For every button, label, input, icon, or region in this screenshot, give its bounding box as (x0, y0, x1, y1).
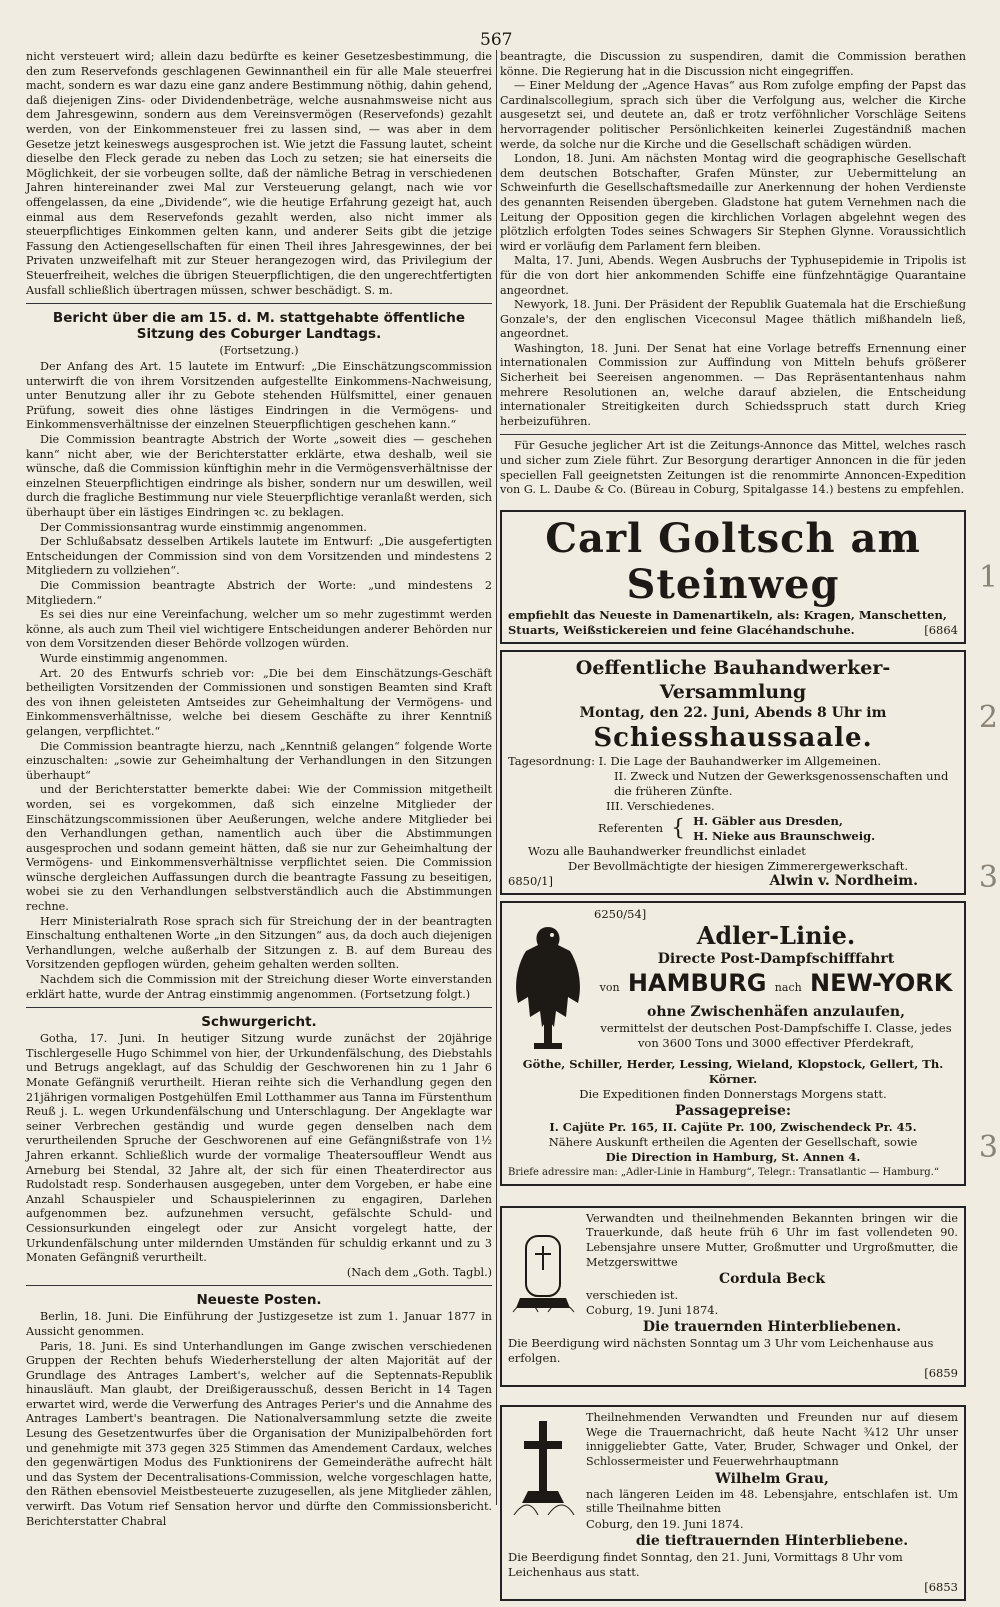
news-paragraph: — Einer Meldung der „Agence Havas“ aus Rom zufolge empfing der Papst das Cardinalscollegium, sprach sich über die Verfolgung aus, welcher die Kirche ausgesetzt sei, und deutete an, daß er trotz verföhnlicher Vorschläge Seitens hervorragender politischer Persönlichkeiten keinerlei Zugeständniß machen werde, da solche nur die Kirche und die Gesellschaft schädigen würden. (500, 79, 966, 151)
death-notice-text: Verwandten und theilnehmenden Bekannten bringen wir die Trauerkunde, daß heute früh 6 Uhr im fast vollendeten 90. Lebensjahre unsere Mutter, Großmutter und Urgroßmutter, die Metzgerswittwe (586, 1211, 958, 1269)
margin-pencil-mark: 1 (978, 560, 998, 595)
goltsch-ad (500, 510, 966, 644)
bericht-paragraph: und der Berichterstatter bemerkte dabei: Wie der Commission mitgetheilt worden, sei es vorgekommen, daß sich einzelne Mitglieder der Einschätzungscommissionen über Aeußerungen, welche andere Mitglieder bei den Verhandlungen gethan, namentlich auch über die Abstimmungen ausgesprochen und sodann gemeint hätten, daß sie nur zur Geheimhaltung der Vermögens- und Einkommensverhältnisse verpflichtet seien. Die Commission wünsche dergleichen Auffassungen durch die beantragte Fassung zu beseitigen, wobei sie zu den Verhandlungen selbstverständlich auch die Abstimmungen rechne. (26, 783, 492, 914)
bauhandwerker-title: Oeffentliche Bauhandwerker-Versammlung (575, 656, 891, 703)
death-notice-date: Coburg, 19. Juni 1874. (586, 1303, 719, 1318)
section-rule (500, 434, 966, 435)
news-paragraph: London, 18. Juni. Am nächsten Montag wird die geographische Gesellschaft dem deutschen Botschafter, Grafen Münster, zur Uebermittelung an Schweinfurth die Gesellschaftsmedaille zur Anerkennung der hohen Verdienste des genannten Reisenden übergeben. Gladstone hat gutem Vernehmen nach die Leitung der Opposition gegen die kirchlichen Vorlagen abgelehnt wegen des plötzlich erfolgten Todes seines Schwagers Sir Stephen Glynne. Voraussichtlich wird er vorläufig dem Parlament fern bleiben. (500, 152, 966, 253)
news-paragraph: Newyork, 18. Juni. Der Präsident der Republik Guatemala hat die Erschießung Gonzale's, der den englischen Viceconsul Magee thätlich mißhandeln ließ, angeordnet. (500, 298, 966, 341)
bericht-paragraph: Wurde einstimmig angenommen. (40, 651, 228, 665)
funeral-info: Die Beerdigung findet Sonntag, den 21. Juni, Vormittags 8 Uhr vom Leichenhaus aus statt. (508, 1549, 903, 1579)
bericht-paragraph: Die Commission beantragte Abstrich der Worte: „und mindestens 2 Mitgliedern.“ (26, 579, 492, 607)
adler-subtitle: Directe Post-Dampfschifffahrt (657, 950, 895, 967)
news-paragraph: beantragte, die Discussion zu suspendiren, damit die Commission berathen könne. Die Regierung hat in die Discussion nicht eingegriffen. (500, 50, 966, 78)
zeitungs-annonce-ad: Für Gesuche jeglicher Art ist die Zeitungs-Annonce das Mittel, welches rasch und sicher zum Ziele führt. Zur Besorgung derartiger Annoncen in die für jeden speciellen Fall geeignetsten Zeitungen ist die renommirte Annoncen-Expedition von G. L. Daube & Co. (Büreau in Coburg, Spitalgasse 14.) bestens zu empfehlen. (500, 439, 966, 497)
news-paragraph: Washington, 18. Juni. Der Senat hat eine Vorlage betreffs Ernennung einer internationalen Commission zur Auffindung von Mitteln behufs größerer Sicherheit bei Seereisen angenommen. — Das Repräsentantenhaus nahm mehrere Resolutionen an, welche darauf abzielen, die Entscheidung internationaler Streitigkeiten durch Schiedsspruch statt durch Krieg herbeizuführen. (500, 341, 966, 428)
goltsch-line: Stuarts, Weißstickereien und feine Glacéhandschuhe. (508, 622, 855, 637)
news-paragraph: Malta, 17. Juni, Abends. Wegen Ausbruchs der Typhusepidemie in Tripolis ist für die von dort hier ankommenden Schiffe eine fünfzehntägige Quarantaine angeordnet. (500, 254, 966, 297)
bauhandwerker-footer (508, 874, 958, 889)
adler-letters: Briefe adressire man: „Adler-Linie in Hamburg“, Telegr.: Transatlantic — Hamburg.“ (508, 1166, 939, 1178)
left-column (26, 50, 492, 1529)
bericht-heading: Bericht über die am 15. d. M. stattgehabte öffentliche Sitzung des Coburger Landtags. (52, 310, 466, 343)
adler-line: vermittelst der deutschen Post-Dampfschiffe I. Classe, jedes von 3600 Tons und 3000 effectiver Pferdekraft, (600, 1020, 952, 1050)
bericht-paragraph: Herr Ministerialrath Rose sprach sich für Streichung der in der beantragten Einschaltung enthaltenen Worte „in den Sitzungen“ aus, da doch auch diejenigen Verhandlungen, welche außerhalb der Sitzungen z. B. auf dem Bureau des Vorsitzenden gepflogen würden, geheim gehalten werden sollten. (26, 914, 492, 972)
posten-paragraph: Paris, 18. Juni. Es sind Unterhandlungen im Gange zwischen verschiedenen Gruppen der Rechten behufs Wiederherstellung der alten Majorität auf der Grundlage des Antrages Lambert's, welcher auf die Septennats-Republik hinausläuft. Man glaubt, der Dreißigerausschuß, dessen Bericht in 14 Tagen erwartet wird, werde die Verwerfung des Antrages Perier's und die Annahme des Antrages Lambert's beantragen. Die Nationalversammlung setzte die zweite Lesung des Gesetzentwurfes über die Organisation der Munizipalbehörden fort und genehmigte mit 373 gegen 325 Stimmen das Amendement Cardaux, welches den gegenwärtigen Modus des Funktionirens der Gemeinderäthe aufrecht hält und das System der Decentralisations-Commission, welche vorgeschlagen hatte, den Räthen ebensoviel Meistbesteuerte zuzugesellen, als jene Mitglieder zählen, verwirft. Das Votum rief Sensation hervor und dürfte den Commissionsbericht. Berichterstatter Chabral (26, 1339, 492, 1528)
gravestone-icon (508, 1212, 578, 1322)
speaker: H. Gäbler aus Dresden, (693, 813, 843, 828)
eagle-icon (508, 907, 588, 1057)
deceased-name: Wilhelm Grau, (715, 1470, 829, 1487)
speakers-block (508, 814, 958, 844)
right-column (500, 50, 966, 1607)
agenda-item: Tagesordnung: I. Die Lage der Bauhandwerker im Allgemeinen. (508, 753, 881, 768)
route-origin: HAMBURG (627, 968, 767, 997)
bericht-paragraph: Die Commission beantragte hierzu, nach „Kenntniß gelangen“ folgende Worte einzuschalten: „sowie zur Geheimhaltung der Verhandlungen in den Sitzungen überhaupt“ (26, 739, 492, 782)
adler-info: Nähere Auskunft ertheilen die Agenten der Gesellschaft, sowie (548, 1134, 918, 1149)
schwurgericht-source: (Nach dem „Goth. Tagbl.) (346, 1265, 492, 1279)
death-notice-signers: die tieftrauernden Hinterbliebene. (635, 1532, 909, 1549)
bericht-paragraph: Der Schlußabsatz desselben Artikels lautete im Entwurf: „Die ausgefertigten Entscheidungen der Commission sind von dem Vorsitzenden und mindestens 2 Mitgliedern zu vollziehen“. (26, 535, 492, 578)
intro-paragraph: nicht versteuert wird; allein dazu bedürfte es keiner Gesetzesbestimmung, die den zum Reservefonds geschlagenen Gewinnantheil ein für alle Male steuerfrei macht, sondern es war dazu eine ganz andere Bestimmung nöthig, dahin gehend, daß diejenigen Zins- oder Dividendenbeträge, welche ausnahmsweise nicht aus dem Jahresgewinn, sondern aus dem Vereinsvermögen (Reservefonds) gezahlt werden, von der Einkommensteuer frei zu lassen sind, — was aber in dem Gesetze jetzt keineswegs ausgesprochen ist. Wie jetzt die Fassung lautet, scheint dieselbe den Fleck gerade zu neben das Loch zu setzen; sie hat einerseits die Möglichkeit, der sie vorbeugen sollte, daß der nämliche Betrag in verschiedenen Jahren hintereinander zwei Mal zur Versteuerung gelangt, nach wie vor offengelassen, da eine „Dividende“, wie die heutige Erfahrung gezeigt hat, auch einmal aus dem Reservefonds gezahlt werden, also nicht immer als steuerpflichtiges Einkommen gelten kann, und anderer Seits gibt die jetzige Fassung den Actiengesellschaften für einen Theil ihres Jahresgewinnes, der bei Privaten unzweifelhaft mit zur Steuer herangezogen wird, das Privilegium der Steuerfreiheit, welches die übrigen Steuerpflichtigen, die den ungerechtfertigten Ausfall schließlich übertragen müssen, schwer beschädigt. S. m. (26, 50, 492, 297)
route-word: von (599, 980, 620, 994)
deceased-name: Cordula Beck (718, 1271, 826, 1288)
bericht-paragraph: Nachdem sich die Commission mit der Streichung dieser Worte einverstanden erklärt hatte, wurde der Antrag einstimmig angenommen. (Fortsetzung folgt.) (26, 973, 492, 1001)
ad-reference: [6859 (924, 1366, 958, 1381)
speaker: H. Nieke aus Braunschweig. (693, 828, 876, 843)
goltsch-line: empfiehlt das Neueste in Damenartikeln, als: Kragen, Manschetten, (508, 607, 947, 622)
route-destination: NEW-YORK (810, 968, 953, 997)
posten-paragraph: Berlin, 18. Juni. Die Einführung der Justizgesetze ist zum 1. Januar 1877 in Aussicht genommen. (26, 1310, 492, 1338)
column-divider (496, 50, 497, 1505)
page-number: 567 (480, 30, 513, 50)
bauhandwerker-venue: Schiesshaussaale. (593, 722, 873, 753)
adler-ships: Göthe, Schiller, Herder, Lessing, Wieland, Klopstock, Gellert, Th. Körner. (522, 1056, 944, 1086)
agenda-item: III. Verschiedenes. (606, 798, 715, 813)
bauhandwerker-invite: Wozu alle Bauhandwerker freundlichst einladet (528, 843, 806, 858)
ad-reference: 6850/1] (508, 873, 553, 888)
death-notice-line: verschieden ist. (586, 1288, 679, 1303)
brace-icon: { (671, 816, 686, 842)
schwurgericht-heading: Schwurgericht. (201, 1014, 317, 1031)
death-notice-date: Coburg, den 19. Juni 1874. (586, 1516, 744, 1531)
ad-reference: 6250/54] (594, 906, 647, 921)
margin-pencil-mark: 3 (978, 1130, 998, 1165)
death-notice-text: Theilnehmenden Verwandten und Freunden nur auf diesem Wege die Trauernachricht, daß heute Nacht ¾12 Uhr unser inniggeliebter Gatte, Vater, Bruder, Schwager und Onkel, der Schlossermeister und Feuerwehrhauptmann (586, 1411, 958, 1468)
adler-linie-ad (500, 901, 966, 1186)
section-rule (26, 303, 492, 304)
adler-line: ohne Zwischenhäfen anzulaufen, (647, 1003, 905, 1020)
posten-heading: Neueste Posten. (196, 1292, 322, 1309)
goltsch-title: Carl Goltsch am Steinweg (545, 514, 921, 608)
bericht-paragraph: Die Commission beantragte Abstrich der Worte „soweit dies — geschehen kann“ nicht aber, wie der Berichterstatter erklärte, etwa deshalb, weil sie wünsche, daß die Commission künftighin mehr in die Vermögensverhältnisse der einzelnen Steuerpflichtigen eindringe als bisher, sondern nur um deswillen, weil durch die fragliche Bestimmung nur viele Steuerpflichtige veranlaßt werden, sich überhaupt über ein lästiges Eindringen ꝛc. zu beklagen. (26, 433, 492, 520)
adler-layout (508, 907, 958, 1057)
adler-route (594, 968, 958, 1003)
route-word: nach (774, 980, 802, 994)
bauhandwerker-date: Montag, den 22. Juni, Abends 8 Uhr im (579, 704, 887, 721)
death-notice-beck (500, 1206, 966, 1387)
death-notice-line: nach längeren Leiden im 48. Lebensjahre, entschlafen ist. Um stille Theilnahme bitten (586, 1487, 958, 1516)
bauhandwerker-signature: Alwin v. Nordheim. (769, 872, 918, 889)
death-notice-signers: Die trauernden Hinterbliebenen. (642, 1319, 902, 1336)
margin-pencil-mark: 2 (978, 700, 998, 735)
adler-prices-title: Passagepreise: (674, 1102, 792, 1119)
agenda-item: II. Zweck und Nutzen der Gewerksgenossenschaften und die früheren Zünfte. (614, 768, 949, 798)
adler-title: Adler-Linie. (696, 920, 856, 950)
ad-reference: [6853 (924, 1579, 958, 1594)
goltsch-line-row (508, 623, 958, 638)
section-rule (26, 1285, 492, 1286)
speakers-label: Referenten (598, 821, 664, 836)
death-notice-grau (500, 1405, 966, 1601)
adler-expeditions: Die Expeditionen finden Donnerstags Morgens statt. (579, 1086, 887, 1101)
bericht-subheading: (Fortsetzung.) (219, 344, 299, 358)
bauhandwerker-sender: Der Bevollmächtigte der hiesigen Zimmerergewerkschaft. (568, 858, 909, 873)
death-layout (508, 1411, 958, 1550)
death-layout (508, 1212, 958, 1336)
margin-pencil-mark: 3 (978, 860, 998, 895)
bericht-paragraph: Art. 20 des Entwurfs schrieb vor: „Die bei dem Einschätzungs-Geschäft betheiligten Vorsitzenden der Commissionen und sonstigen Beamten sind Kraft des von ihnen geleisteten Amtseides zur Geheimhaltung der Vermögens- und Einkommensverhältnisse, welche bei diesem Geschäfte zu ihrer Kenntniß gelangen, verpflichtet.“ (26, 666, 492, 738)
ad-reference: [6864 (924, 622, 958, 637)
bericht-paragraph: Der Commissionsantrag wurde einstimmig angenommen. (40, 520, 367, 534)
adler-prices: I. Cajüte Pr. 165, II. Cajüte Pr. 100, Zwischendeck Pr. 45. (549, 1119, 917, 1134)
bauhandwerker-ad (500, 650, 966, 895)
bericht-paragraph: Es sei dies nur eine Vereinfachung, welcher um so mehr zugestimmt werden könne, als auch zum Theil viel wichtigere Entscheidungen anderer Behörden nur von dem Vorsitzenden dieser Behörde vollzogen würden. (26, 608, 492, 651)
adler-direction: Die Direction in Hamburg, St. Annen 4. (605, 1149, 861, 1164)
bericht-paragraph: Der Anfang des Art. 15 lautete im Entwurf: „Die Einschätzungscommission unterwirft die von ihrem Vorsitzenden aufgestellte Einkommens-Nachweisung, unter Benutzung aller ihr zu Gebote stehenden Hülfsmittel, einer genauen Prüfung, soweit dies ohne lästiges Eindringen in die Vermögens- und Einkommensverhältnisse der einzelnen Steuerpflichtigen geschehen kann.“ (26, 360, 492, 432)
cross-icon (508, 1411, 578, 1521)
schwurgericht-paragraph: Gotha, 17. Juni. In heutiger Sitzung wurde zunächst der 20jährige Tischlergeselle Hugo Schimmel von hier, der Urkundenfälschung, des Diebstahls und Betrugs angeklagt, auf das Schuldig der Geschworenen hin zu 1 Jahr 6 Monate Gefängniß verurtheilt. Hieran reihte sich die Verhandlung gegen den 21jährigen vormaligen Postgehülfen Emil Lotthammer aus Tanna im Fürstenthum Reuß j. L. wegen Urkundenfälschung und Unterschlagung. Der Angeklagte war seiner Verbrechen geständig und wurde gegen denselben nach dem verurtheilenden Spruche der Geschworenen auf eine Gefängnißstrafe von 1½ Jahren erkannt. Schließlich wurde der vormalige Theatersouffleur Wendt aus Arneburg bei Stendal, 32 Jahre alt, der sich für einen Theaterdirector aus Rudolstadt resp. Sonderhausen ausgegeben, unter dem Vorgeben, er habe eine Anzahl Schauspieler und Schauspielerinnen zu engagiren, Darlehen aufgenommen bez. aufzunehmen versucht, gefälschte Schuld- und Cessionsurkunden eingelegt oder zur Ansicht vorgelegt hatte, der Urkundenfälschung unter mildernden Umständen für schuldig erkannt und zu 3 Monaten Gefängniß verurtheilt. (26, 1032, 492, 1265)
funeral-info: Die Beerdigung wird nächsten Sonntag um 3 Uhr vom Leichenhause aus erfolgen. (508, 1336, 934, 1366)
section-rule (26, 1007, 492, 1008)
